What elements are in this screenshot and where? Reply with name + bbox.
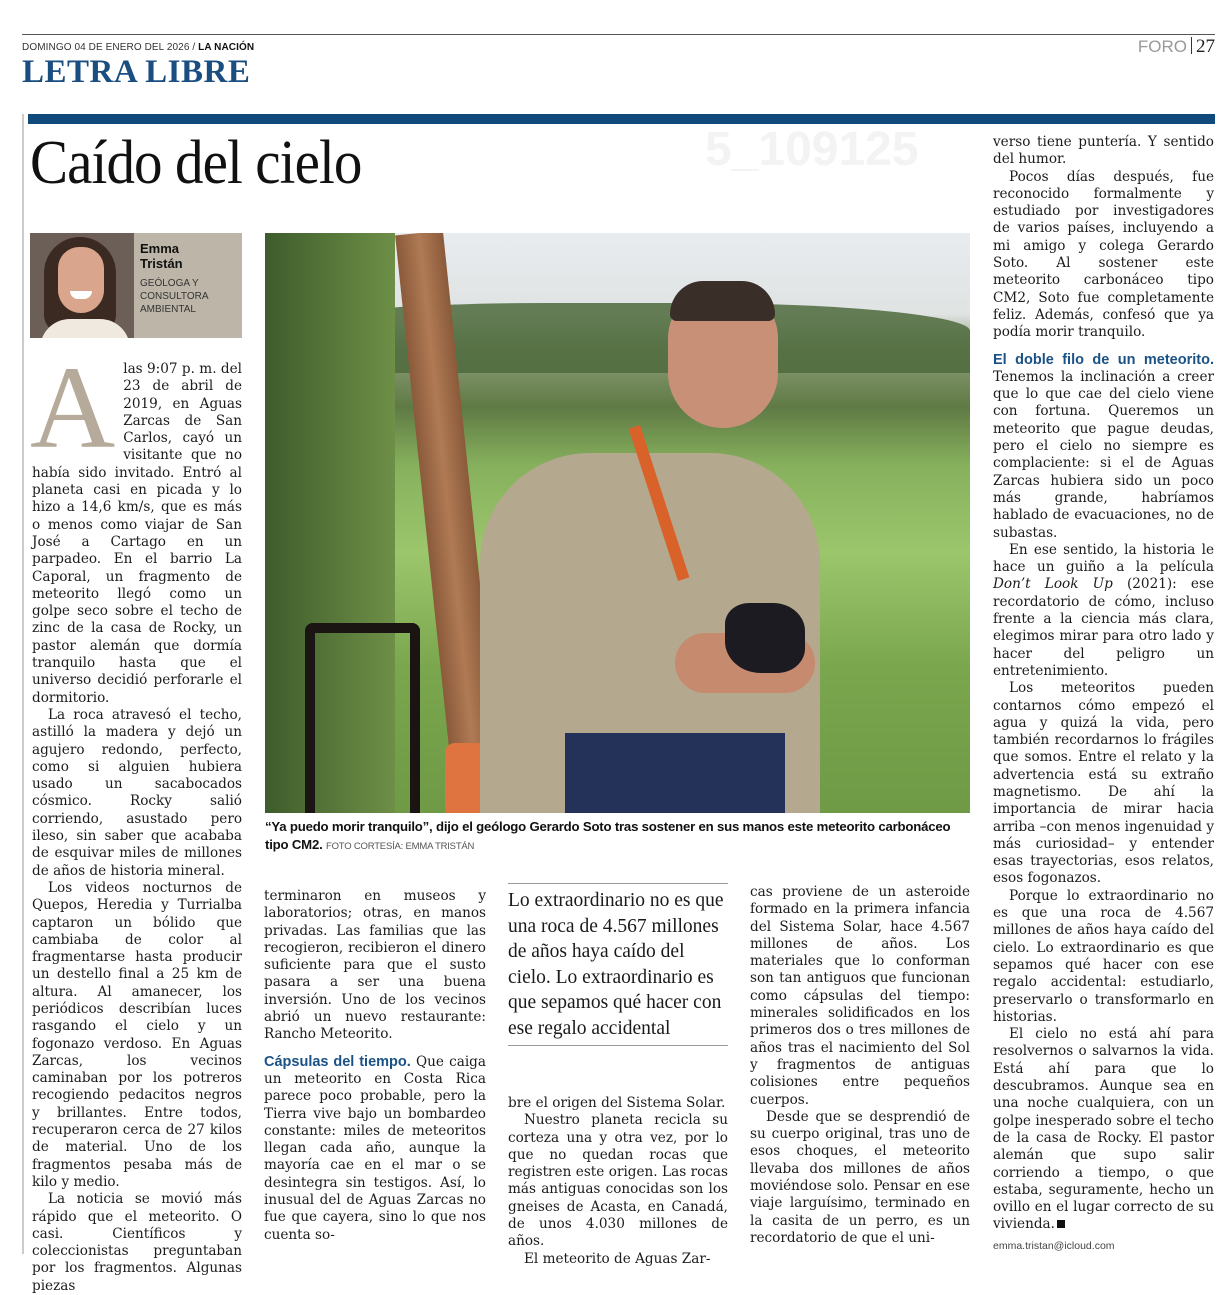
header-rule	[22, 34, 1215, 35]
paragraph-text: En ese sentido, la historia le hace un guiño a la película	[993, 541, 1214, 576]
section-color-bar	[28, 114, 1215, 124]
paragraph: Porque lo extraordinario no es que una roca de 4.567 millones de años haya caído del cielo. Lo extraordinario es que sepamos qué hacer con ese regalo accidental: estudiarlo, preservarlo o transformarlo en historias.	[993, 887, 1214, 1025]
paragraph: Los meteoritos pueden contarnos cómo empezó el agua y quizá la vida, pero también recordarnos lo frágiles que somos. Entre el relato y la advertencia está su extraño magnetismo. De ahí la importancia de mirar hacia arriba –con menos ingenuidad y más curiosidad– y entender esas trayectorias, esos relatos, esos fogonazos.	[993, 680, 1214, 887]
author-role-line: AMBIENTAL	[140, 304, 196, 315]
page-label	[1138, 36, 1215, 58]
left-margin-rule	[22, 114, 24, 1254]
author-role-line: GEÓLOGA Y	[140, 278, 199, 289]
dateline	[22, 42, 254, 53]
author-email[interactable]: emma.tristan@icloud.com	[993, 1239, 1115, 1252]
author-photo	[30, 233, 134, 338]
section-title: LETRA LIBRE	[22, 54, 251, 90]
pull-quote: Lo extraordinario no es que una roca de 4.567 millones de años haya caído del cielo. Lo extraordinario es que sepamos qué hacer con ese regalo accidental	[508, 883, 728, 1046]
author-role-line: CONSULTORA	[140, 291, 209, 302]
paragraph-text: las 9:07 p. m. del 23 de abril de 2019, en Aguas Zarcas de San Carlos, cayó un visitante que no había sido invitado. Entró al planeta casi en picada y lo hizo a 14,6 km/s, que es más o menos como viajar de San José a Cartago en un parpadeo. En el barrio La Caporal, un fragmento de meteorito llegó como un golpe seco sobre el techo de zinc de la casa de Rocky, un pastor alemán que dormía tranquilo hasta que el universo decidió perforarle el dormitorio.	[32, 361, 242, 706]
watermark: 5_109125	[705, 123, 919, 176]
author-first-name: Emma	[140, 241, 180, 256]
subheading: El doble filo de un meteorito.	[993, 351, 1214, 368]
paragraph	[264, 1054, 486, 1244]
paragraph: terminaron en museos y laboratorios; otras, en manos privadas. Las familias que las recogieron, recibieron el dinero suficiente para que el susto pasara a ser una buena inversión. Uno de los vecinos abrió un nuevo restaurante: Rancho Meteorito.	[264, 888, 486, 1043]
paragraph	[993, 352, 1214, 542]
article-column-2	[264, 888, 486, 1244]
author-name	[140, 241, 209, 271]
paragraph	[993, 542, 1214, 680]
page-separator	[1191, 37, 1192, 54]
paragraph: verso tiene puntería. Y sentido del humor.	[993, 134, 1214, 168]
meteorite	[725, 603, 805, 673]
author-role	[140, 277, 209, 316]
article-column-4	[750, 884, 970, 1247]
page-number: 27	[1196, 36, 1215, 57]
paragraph: bre el origen del Sistema Solar.	[508, 1095, 726, 1111]
newspaper-name: LA NACIÓN	[198, 42, 255, 53]
paragraph-text: (2021): ese recordatorio de cómo, incluso frente a la ciencia más clara, elegimos mirar para otro lado y hacer del peligro un entretenimiento.	[993, 576, 1214, 679]
paragraph	[993, 1026, 1214, 1234]
article-column-3	[508, 1095, 728, 1268]
end-mark-icon	[1057, 1220, 1065, 1228]
author-info	[134, 233, 215, 338]
paragraph-text: Que caiga un meteorito en Costa Rica parece poco probable, pero la Tierra vive bajo un bombardeo constante: miles de meteoritos llegan cada año, aunque la mayoría cae en el mar o se desintegra sin testigos. Así, lo inusual del de Aguas Zarcas no fue que cayera, sino lo que nos cuenta so-	[264, 1053, 486, 1243]
paragraph: Desde que se desprendió de su cuerpo original, tras uno de esos choques, el meteorito llevaba dos millones de años moviéndose solo. Pensar en ese viaje larguísimo, terminado en la casita de un perro, es un recordatorio de que el uni-	[750, 1108, 970, 1246]
paragraph: Los videos nocturnos de Quepos, Heredia y Turrialba captaron un bólido que cambiaba de color al fragmentarse hasta producir un destello final a 25 km de altura. Al amanecer, los periódicos describían luces rasgando el cielo y un fogonazo verdoso. En Aguas Zarcas, los vecinos caminaban por los potreros recogiendo pedacitos negros y brillantes. Entre todos, recuperaron cerca de 27 kilos de material. Uno de los fragmentos pesaba más de kilo y medio.	[32, 879, 242, 1190]
paragraph-text: Tenemos la inclinación a creer que lo que cae del cielo viene con fortuna. Queremos un meteorito que pague deudas, pero el cielo no siempre es complaciente: si el de Aguas Zarcas hubiera sido un poco más grande, habríamos hablado de evacuaciones, no de subastas.	[993, 368, 1214, 541]
caption-text: “Ya puedo morir tranquilo”, dijo el geólogo Gerardo Soto tras sostener en sus manos este meteorito carbonáceo tipo CM2.	[265, 819, 951, 852]
film-title: Don’t Look Up	[993, 576, 1113, 593]
author-box	[30, 233, 242, 338]
subheading: Cápsulas del tiempo.	[264, 1053, 411, 1070]
publication-date: DOMINGO 04 DE ENERO DEL 2026	[22, 42, 190, 53]
article-column-5	[993, 134, 1214, 1255]
paragraph: cas proviene de un asteroide formado en la primera infancia del Sistema Solar, hace 4.567 millones de años. Los materiales que lo conforman son tan antiguos que funcionan como cápsulas del tiempo: minerales solidificados en los primeros dos o tres millones de años tras el nacimiento del Sol y fragmentos de antiguas colisiones entre pequeños cuerpos.	[750, 884, 970, 1108]
paragraph: El meteorito de Aguas Zar-	[524, 1250, 711, 1267]
dateline-separator: /	[189, 42, 199, 53]
drop-cap: A	[30, 342, 116, 473]
paragraph	[30, 342, 242, 707]
category-label: FORO	[1137, 37, 1187, 56]
paragraph: La noticia se movió más rápido que el meteorito. O casi. Científicos y coleccionistas preguntaban por los fragmentos. Algunas piezas	[32, 1191, 242, 1294]
paragraph: Pocos días después, fue reconocido formalmente y estudiado por investigadores de varios países, incluyendo a mi amigo y colega Gerardo Soto. Al sostener este meteorito carbonáceo tipo CM2, Soto fue completamente feliz. Además, confesó que ya podía morir tranquilo.	[993, 168, 1214, 341]
paragraph: La roca atravesó el techo, astilló la madera y dejó un agujero redondo, perfecto, como si alguien hubiera usado un sacabocados cósmico. Rocky salió corriendo, asustado pero ileso, sin saber que acababa de esquivar miles de millones de años de historia mineral.	[32, 706, 242, 879]
paragraph-text: El cielo no está ahí para resolvernos o salvarnos la vida. Está ahí para que lo descubramos. Aunque sea en una noche cualquiera, con un golpe inesperado sobre el techo de la casa de Rocky. El pastor alemán que supo salir corriendo a tiempo, o que estaba, seguramente, hecho un ovillo en el lugar correcto de su vivienda.	[993, 1026, 1214, 1233]
paragraph: Nuestro planeta recicla su corteza una y otra vez, por lo que no quedan rocas que registren este origen. Las rocas más antiguas conocidas son los gneises de Acasta, en Canadá, de unos 4.030 millones de años.	[508, 1112, 728, 1250]
article-headline: Caído del cielo	[30, 129, 362, 197]
photo-credit: FOTO CORTESÍA: EMMA TRISTÁN	[326, 841, 475, 852]
photo-caption	[265, 818, 975, 856]
author-last-name: Tristán	[140, 256, 183, 271]
article-column-1	[30, 342, 242, 1295]
article-photo	[265, 233, 970, 813]
